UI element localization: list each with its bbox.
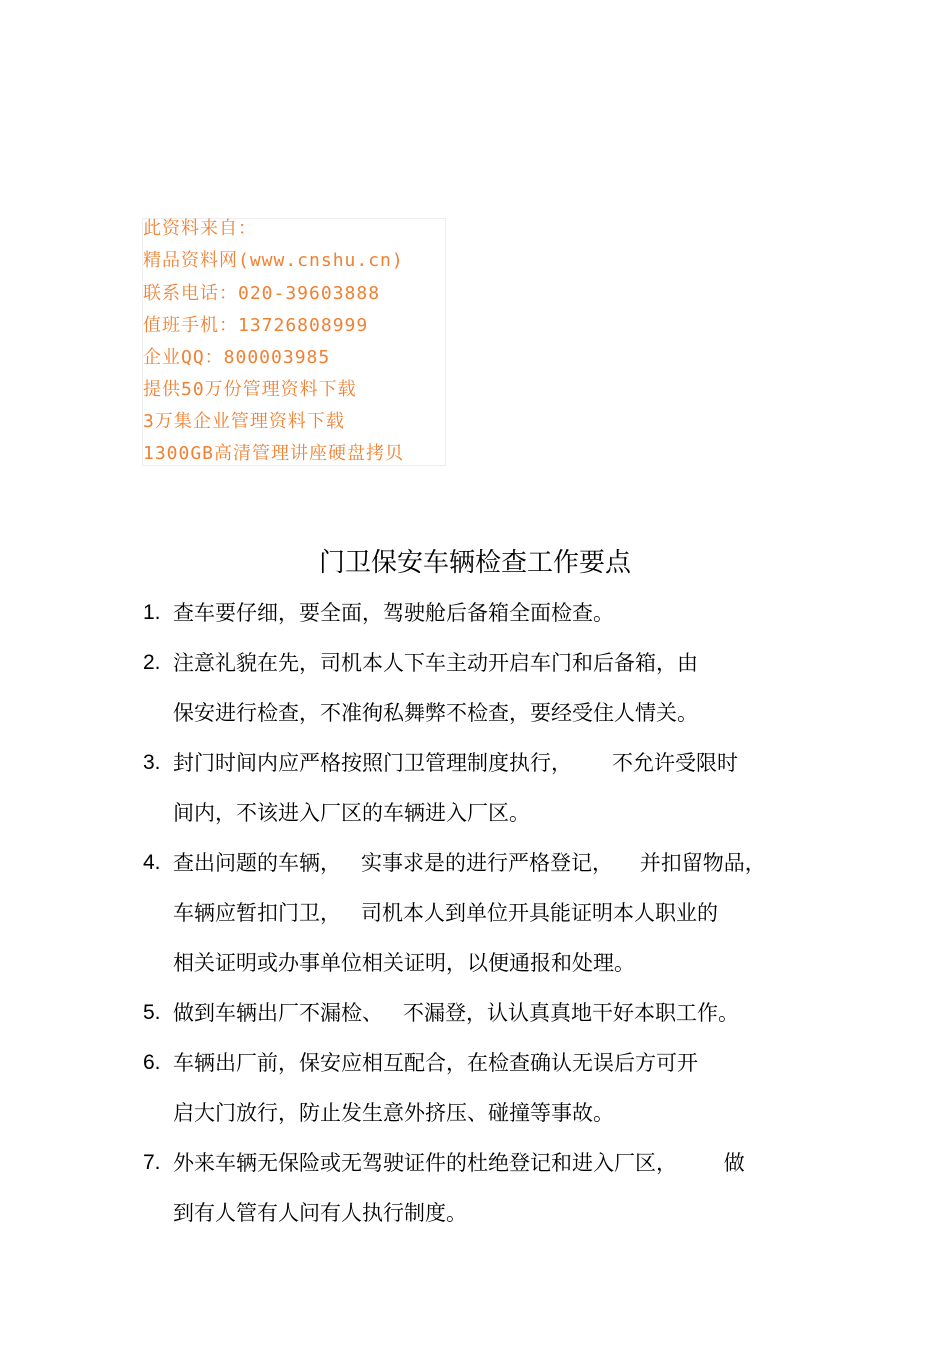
item-number: 6. [143, 1051, 161, 1074]
source-info-line: 联系电话：020-39603888 [143, 283, 381, 304]
source-info-line: 提供50万份管理资料下载 [143, 379, 357, 400]
item-number: 2. [143, 651, 161, 674]
source-info-line: 精品资料网(www.cnshu.cn) [143, 250, 404, 271]
document-title: 门卫保安车辆检查工作要点 [318, 548, 631, 578]
item-number: 3. [143, 751, 161, 774]
item-number: 5. [143, 1001, 161, 1024]
item-text-line: 查出问题的车辆， 实事求是的进行严格登记， 并扣留物品， [173, 851, 766, 875]
item-text-line: 做到车辆出厂不漏检、 不漏登，认认真真地干好本职工作。 [173, 1001, 740, 1025]
item-text-line: 外来车辆无保险或无驾驶证件的杜绝登记和进入厂区， 做 [173, 1151, 745, 1175]
source-info-line: 值班手机：13726808999 [143, 315, 369, 336]
item-text-line: 查车要仔细，要全面，驾驶舱后备箱全面检查。 [173, 601, 614, 625]
item-number: 1. [143, 601, 161, 624]
source-info-line: 1300GB高清管理讲座硬盘拷贝 [143, 443, 405, 464]
source-info-line: 3万集企业管理资料下载 [143, 411, 345, 432]
item-text-line: 启大门放行，防止发生意外挤压、碰撞等事故。 [173, 1101, 614, 1125]
item-text-line: 车辆出厂前，保安应相互配合，在检查确认无误后方可开 [173, 1051, 698, 1075]
item-text-line: 相关证明或办事单位相关证明，以便通报和处理。 [173, 951, 635, 975]
item-text-line: 车辆应暂扣门卫， 司机本人到单位开具能证明本人职业的 [173, 901, 719, 925]
source-info-line: 企业QQ：800003985 [143, 347, 331, 368]
item-text-line: 封门时间内应严格按照门卫管理制度执行， 不允许受限时 [173, 751, 739, 775]
item-number: 7. [143, 1151, 161, 1174]
source-info-line: 此资料来自： [143, 218, 257, 239]
item-number: 4. [143, 851, 161, 874]
item-text-line: 注意礼貌在先，司机本人下车主动开启车门和后备箱，由 [173, 651, 698, 675]
item-text-line: 到有人管有人问有人执行制度。 [173, 1201, 467, 1225]
item-text-line: 保安进行检查，不准徇私舞弊不检查，要经受住人情关。 [173, 701, 698, 725]
item-text-line: 间内，不该进入厂区的车辆进入厂区。 [173, 801, 530, 825]
